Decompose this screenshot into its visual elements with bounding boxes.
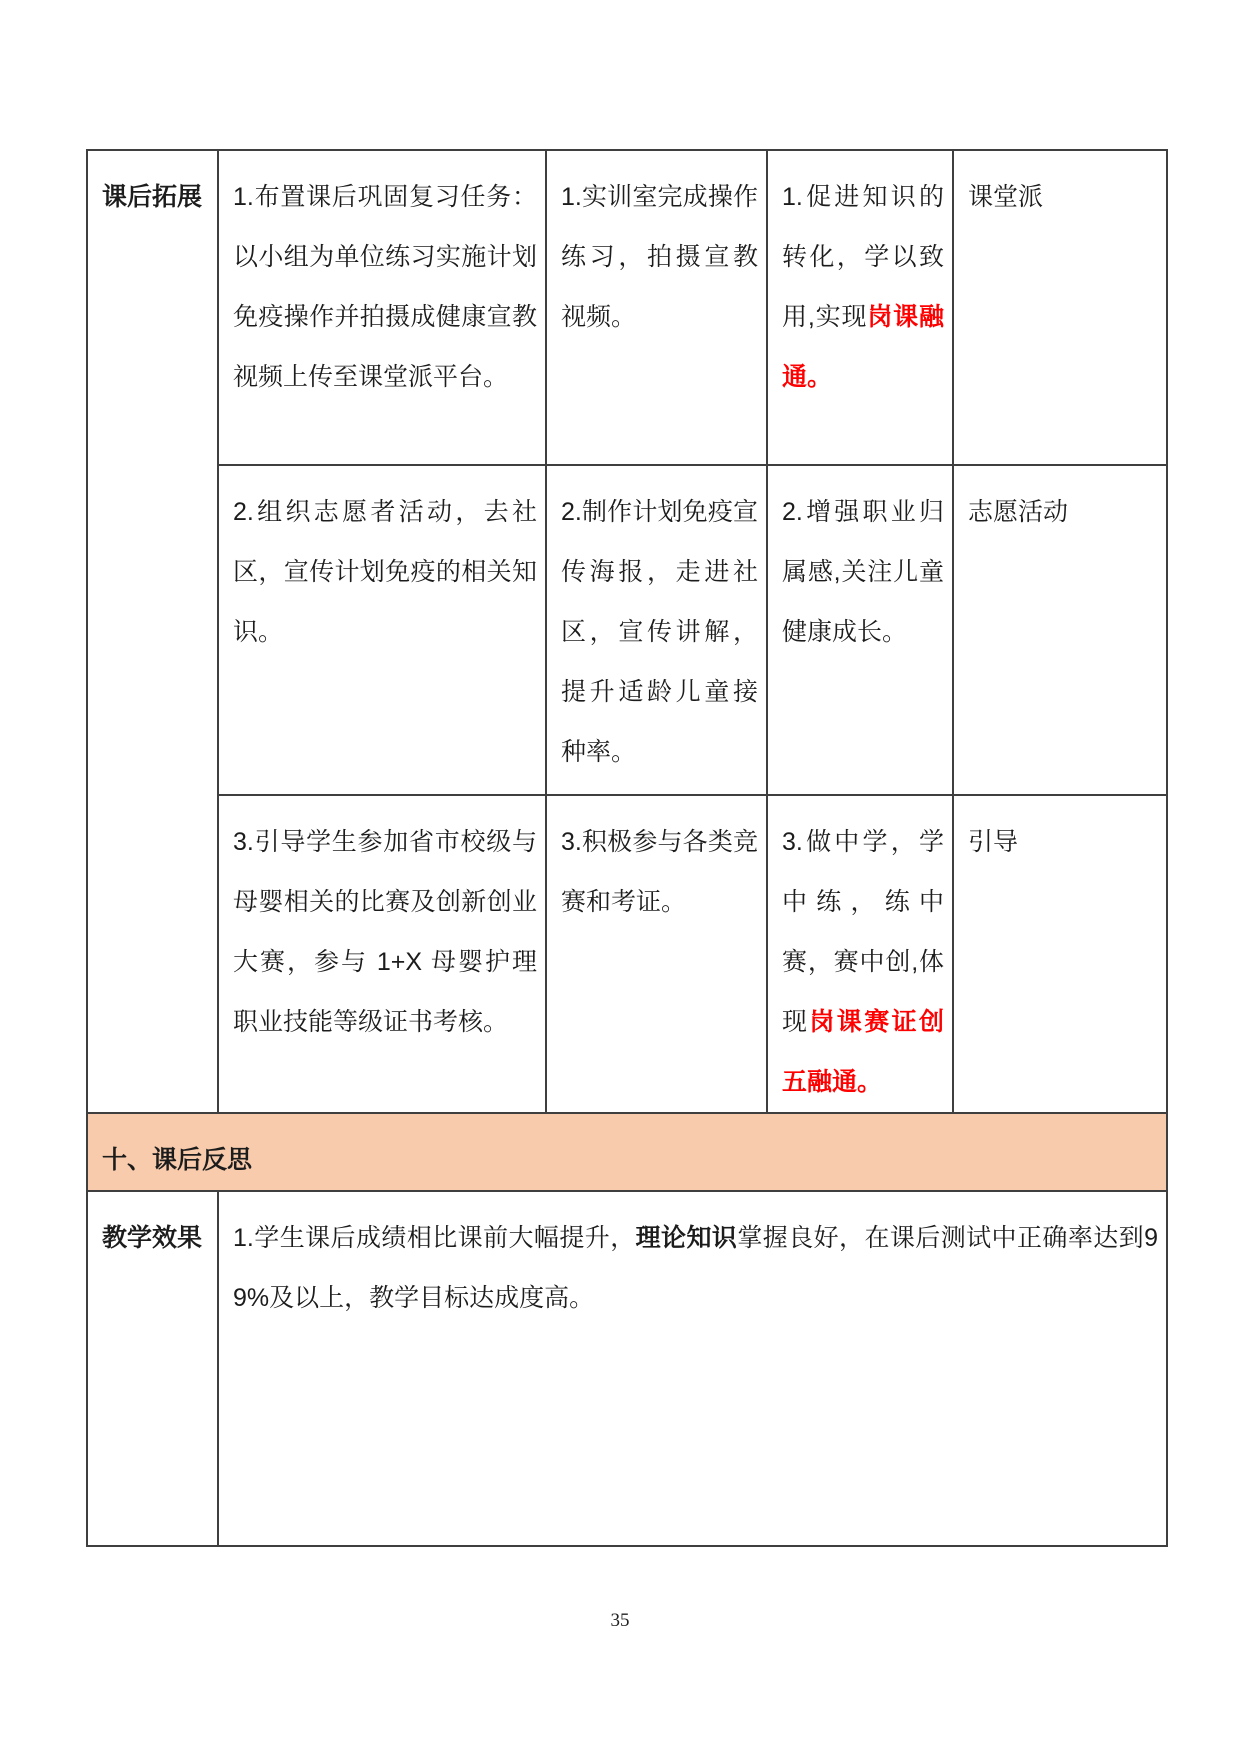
resource-3-text: 引导 xyxy=(968,828,1019,856)
cell-teaching-effect xyxy=(218,1191,1167,1546)
table-row xyxy=(87,465,1167,795)
cell-student-activity-3 xyxy=(546,795,767,1113)
cell-resource-3 xyxy=(953,795,1167,1113)
design-intent-3-highlight: 岗课赛证创五融通。 xyxy=(782,1008,944,1096)
student-activity-3-text: 3.积极参与各类竞赛和考证。 xyxy=(561,828,758,916)
design-intent-1-highlight: 岗课融通。 xyxy=(782,303,944,391)
cell-student-activity-2 xyxy=(546,465,767,795)
teaching-effect-text-bold: 理论知识 xyxy=(635,1224,738,1252)
section-banner-row xyxy=(87,1113,1167,1191)
cell-design-intent-3 xyxy=(767,795,953,1113)
row-header-teaching-effect: 教学效果 xyxy=(87,1191,218,1546)
teacher-activity-1-text: 1.布置课后巩固复习任务：以小组为单位练习实施计划免疫操作并拍摄成健康宣教视频上传至课堂派平台。 xyxy=(233,183,537,391)
cell-teacher-activity-1 xyxy=(218,150,546,465)
student-activity-2-text: 2.制作计划免疫宣传海报，走进社区，宣传讲解，提升适龄儿童接种率。 xyxy=(561,498,758,766)
table-row xyxy=(87,795,1167,1113)
cell-design-intent-1 xyxy=(767,150,953,465)
resource-1-text: 课堂派 xyxy=(968,183,1044,211)
cell-resource-2 xyxy=(953,465,1167,795)
section-title-after-class-reflection: 十、课后反思 xyxy=(87,1113,1167,1191)
teaching-effect-text-end: 掌握良好，在课后测试中正确率达到99%及以上，教学目标达成度高。 xyxy=(233,1224,1158,1312)
table-row xyxy=(87,150,1167,465)
teacher-activity-3-text: 3.引导学生参加省市校级与母婴相关的比赛及创新创业大赛，参与 1+X 母婴护理职业技能等级证书考核。 xyxy=(233,828,537,1036)
cell-teacher-activity-2 xyxy=(218,465,546,795)
lesson-plan-table xyxy=(86,149,1168,1547)
design-intent-1-text: 1.促进知识的转化，学以致用,实现 xyxy=(782,183,944,331)
design-intent-3-text: 3.做中学，学中练，练中赛，赛中创,体现 xyxy=(782,828,944,1036)
row-header-after-class-expansion: 课后拓展 xyxy=(87,150,218,1113)
student-activity-1-text: 1.实训室完成操作练习，拍摄宣教视频。 xyxy=(561,183,758,331)
design-intent-2-text: 2.增强职业归属感,关注儿童健康成长。 xyxy=(782,498,944,646)
teaching-effect-text-start: 1.学生课后成绩相比课前大幅提升， xyxy=(233,1224,636,1252)
cell-resource-1 xyxy=(953,150,1167,465)
cell-design-intent-2 xyxy=(767,465,953,795)
teacher-activity-2-text: 2.组织志愿者活动，去社区，宣传计划免疫的相关知识。 xyxy=(233,498,537,646)
table-row xyxy=(87,1191,1167,1546)
resource-2-text: 志愿活动 xyxy=(968,498,1069,526)
page-number: 35 xyxy=(610,1610,630,1631)
cell-teacher-activity-3 xyxy=(218,795,546,1113)
cell-student-activity-1 xyxy=(546,150,767,465)
